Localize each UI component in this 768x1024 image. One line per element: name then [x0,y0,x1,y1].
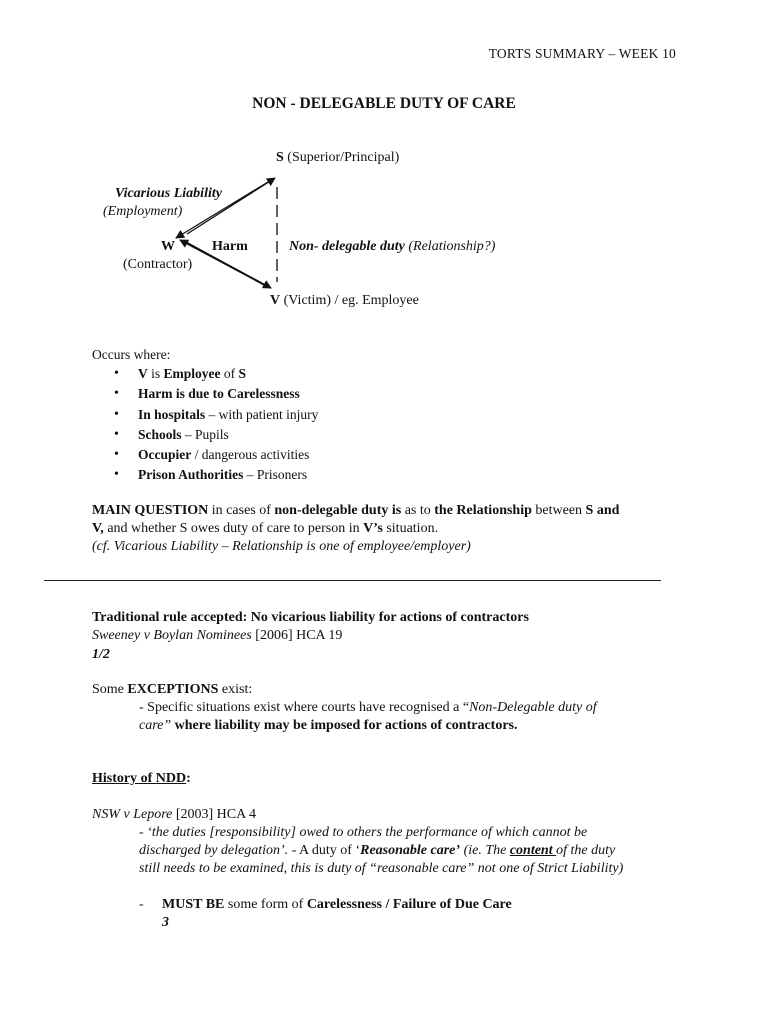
non-delegable-label: Non- delegable duty (Relationship?) [289,239,496,254]
list-item: • In hospitals – with patient injury [114,405,318,425]
section-divider [44,580,661,581]
history-heading: History of NDD: [92,771,191,786]
list-item: • Schools – Pupils [114,425,318,445]
main-question-line2: V, and whether S owes duty of care to person in V’s situation. [92,521,439,536]
cf-note: (cf. Vicarious Liability – Relationship is one of employee/employer) [92,539,471,554]
page-header: TORTS SUMMARY – WEEK 10 [488,46,676,61]
list-item: • Occupier / dangerous activities [114,445,318,465]
exceptions-heading: Some EXCEPTIONS exist: [92,682,253,697]
sweeney-case: Sweeney v Boylan Nominees [2006] HCA 19 [92,628,343,643]
occurs-label: Occurs where: [92,347,171,362]
contractor-label: (Contractor) [123,257,193,272]
exceptions-line2: care” where liability may be imposed for actions of contractors. [139,718,518,733]
lepore-quote-line1: - ‘the duties [responsibility] owed to others the performance of which cannot be [139,825,588,840]
vicarious-liability-label: Vicarious Liability [115,186,222,201]
must-be-note: 3 [162,915,169,930]
lepore-quote-line2: discharged by delegation’. - A duty of ‘Reasonable care’ (ie. The content of the duty [139,843,616,858]
exceptions-line1: - Specific situations exist where courts have recognised a “Non-Delegable duty of [139,700,597,715]
occurs-list [114,364,318,486]
node-s: S (Superior/Principal) [276,150,400,165]
list-item: • Prison Authorities – Prisoners [114,465,318,485]
must-be-dash: - [139,897,144,912]
page-title: NON - DELEGABLE DUTY OF CARE [252,95,516,112]
node-w: W [161,239,175,254]
must-be-line: MUST BE some form of Carelessness / Failure of Due Care [162,897,512,912]
node-v: V (Victim) / eg. Employee [270,293,419,308]
list-item: • Harm is due to Carelessness [114,384,318,404]
harm-label: Harm [212,239,248,254]
main-question-line1: MAIN QUESTION in cases of non-delegable duty is as to the Relationship between S and [92,503,620,518]
traditional-rule: Traditional rule accepted: No vicarious liability for actions of contractors [92,610,529,625]
list-item: • V is Employee of S [114,364,318,384]
lepore-case: NSW v Lepore [2003] HCA 4 [92,807,256,822]
lepore-quote-line3: still needs to be examined, this is duty of “reasonable care” not one of Strict Liability) [139,861,624,876]
traditional-note: 1/2 [92,647,110,662]
employment-label: (Employment) [103,204,183,219]
